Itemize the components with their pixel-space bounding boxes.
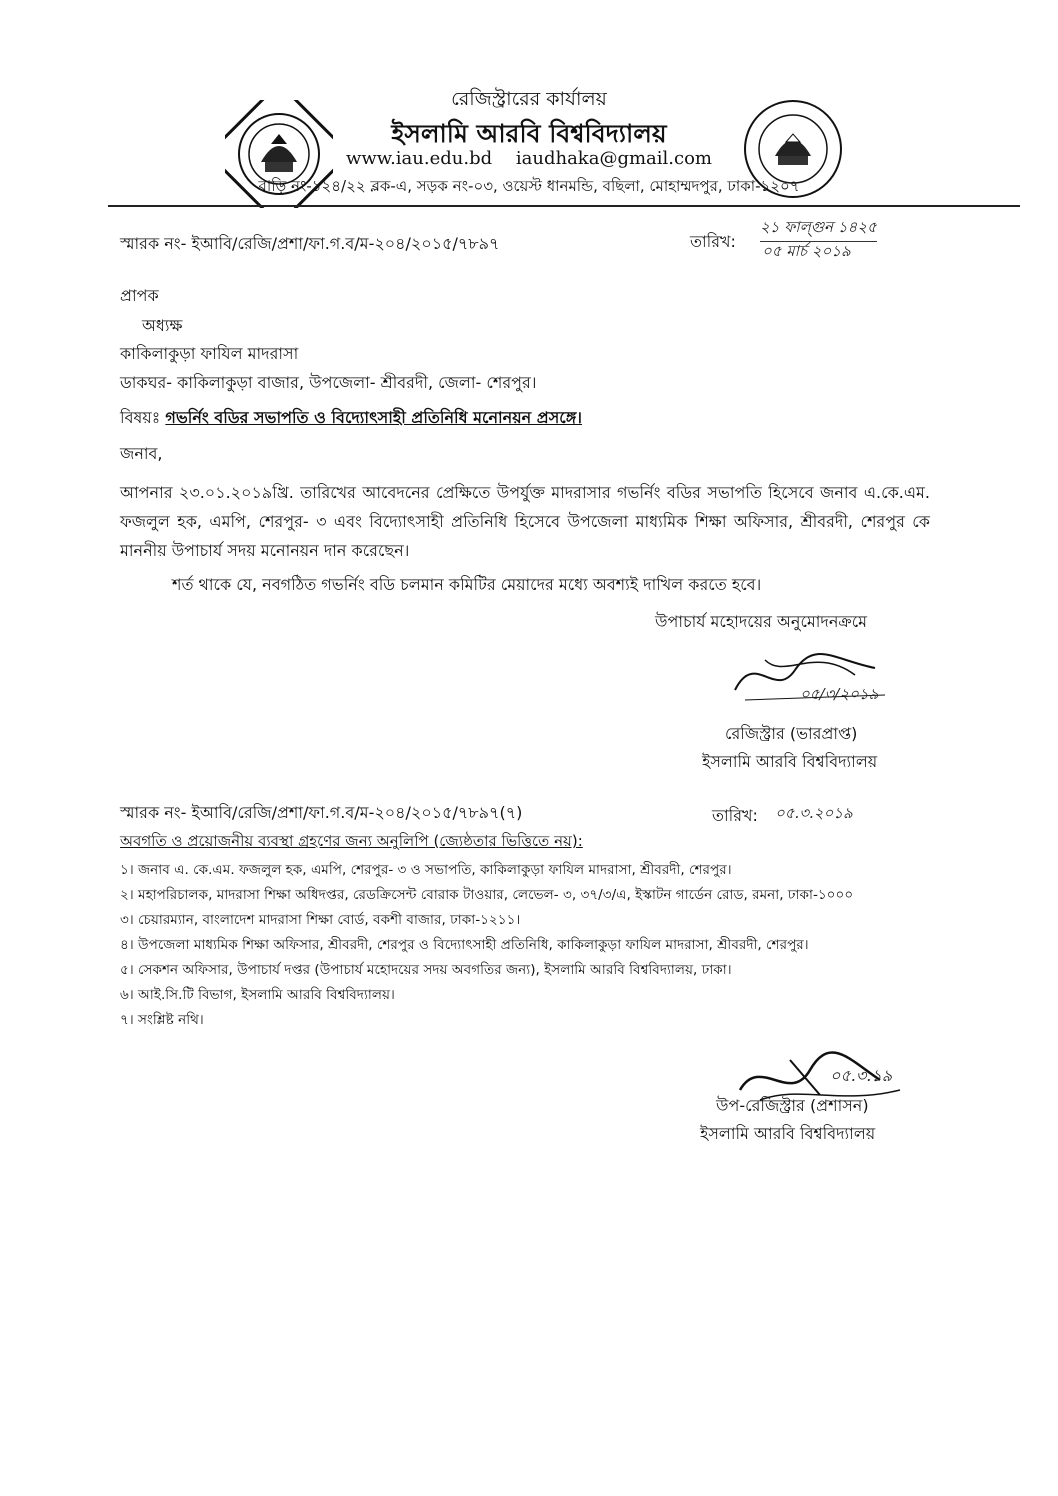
deputy-registrar-signature-date: ০৫.৩.১৯	[830, 1066, 893, 1085]
condition-text: শর্ত থাকে যে, নবগঠিত গভর্নিং বডি চলমান কমিটির মেয়াদের মধ্যে অবশ্যই দাখিল করতে হবে।	[172, 575, 762, 594]
list-item: ৬। আই.সি.টি বিভাগ, ইসলামি আরবি বিশ্ববিদ্যালয়।	[120, 987, 395, 1003]
recipient-title: অধ্যক্ষ	[142, 316, 183, 335]
memo-date-bangla: ২১ ফাল্গুন ১৪২৫	[760, 216, 877, 242]
memo-date-label: তারিখ:	[690, 232, 736, 251]
copy-reference: স্মারক নং- ইআবি/রেজি/প্রশা/ফা.গ.ব/ম-২০৪/২০১৫/৭৮৯৭(৭)	[120, 803, 523, 822]
memo-reference: স্মারক নং- ইআবি/রেজি/প্রশা/ফা.গ.ব/ম-২০৪/২০১৫/৭৮৯৭	[120, 234, 500, 253]
recipient-address: ডাকঘর- কাকিলাকুড়া বাজার, উপজেলা- শ্রীবরদী, জেলা- শেরপুর।	[120, 373, 537, 392]
registrar-designation: রেজিস্ট্রার (ভারপ্রাপ্ত)	[725, 724, 858, 743]
recipient-label: প্রাপক	[120, 286, 159, 305]
copy-list	[120, 858, 853, 1033]
header-divider	[108, 205, 1020, 207]
list-item: ৫। সেকশন অফিসার, উপাচার্য দপ্তর (উপাচার্য মহোদয়ের সদয় অবগতির জন্য), ইসলামি আরবি বিশ্ববিদ্যালয়, ঢাকা।	[120, 962, 732, 978]
copy-title: অবগতি ও প্রয়োজনীয় ব্যবস্থা গ্রহণের জন্য অনুলিপি (জ্যেষ্ঠতার ভিত্তিতে নয়):	[120, 832, 583, 850]
subject-label: বিষয়ঃ	[120, 408, 161, 427]
deputy-registrar-designation: উপ-রেজিস্ট্রার (প্রশাসন)	[716, 1096, 869, 1115]
list-item: ১। জনাব এ. কে.এম. ফজলুল হক, এমপি, শেরপুর- ৩ ও সভাপতি, কাকিলাকুড়া ফাযিল মাদরাসা, শ্রীবরদী, শেরপুর।	[120, 862, 732, 878]
copy-date: ০৫.৩.২০১৯	[775, 804, 853, 822]
deputy-registrar-institution: ইসলামি আরবি বিশ্ববিদ্যালয়	[700, 1124, 876, 1143]
copy-date-label: তারিখ:	[712, 806, 758, 825]
approval-note: উপাচার্য মহোদয়ের অনুমোদনক্রমে	[655, 612, 868, 631]
university-address: বাড়ি নং-১২৪/২২ ব্লক-এ, সড়ক নং-০৩, ওয়েস্ট ধানমন্ডি, বছিলা, মোহাম্মদপুর, ঢাকা-১২০৭	[258, 177, 800, 195]
salutation: জনাব,	[120, 444, 163, 463]
letter-body: আপনার ২৩.০১.২০১৯খ্রি. তারিখের আবেদনের প্রেক্ষিতে উপর্যুক্ত মাদরাসার গভর্নিং বডির সভাপতি হিসেবে জনাব এ.কে.এম. ফজলুল হক, এমপি, শেরপুর- ৩ এবং বিদ্যোৎসাহী প্রতিনিধি হিসেবে উপজেলা মাধ্যমিক শিক্ষা অফিসার, শ্রীবরদী, শেরপুর কে মাননীয় উপাচার্য সদয় মনোনয়ন দান করেছেন।	[120, 483, 930, 560]
subject-text: গভর্নিং বডির সভাপতি ও বিদ্যোৎসাহী প্রতিনিধি মনোনয়ন প্রসঙ্গে।	[165, 408, 583, 427]
list-item: ২। মহাপরিচালক, মাদরাসা শিক্ষা অধিদপ্তর, রেডক্রিসেন্ট বোরাক টাওয়ার, লেভেল- ৩, ৩৭/৩/এ, ইস্কাটন গার্ডেন রোড, রমনা, ঢাকা-১০০০	[120, 887, 854, 903]
memo-date-english: ০৫ মার্চ ২০১৯	[762, 242, 851, 260]
subject-line	[120, 405, 582, 432]
contact-line	[0, 148, 1058, 169]
list-item: ৭। সংশ্লিষ্ট নথি।	[120, 1012, 204, 1028]
website-link[interactable]: www.iau.edu.bd	[345, 148, 493, 169]
list-item: ৪। উপজেলা মাধ্যমিক শিক্ষা অফিসার, শ্রীবরদী, শেরপুর ও বিদ্যোৎসাহী প্রতিনিধি, কাকিলাকুড়া ফাযিল মাদরাসা, শ্রীবরদী, শেরপুর।	[120, 937, 809, 953]
email-link[interactable]: iaudhaka@gmail.com	[515, 148, 712, 169]
office-name: রেজিস্ট্রারের কার্যালয়	[451, 88, 607, 110]
registrar-institution: ইসলামি আরবি বিশ্ববিদ্যালয়	[702, 752, 878, 771]
recipient-institution: কাকিলাকুড়া ফাযিল মাদরাসা	[120, 344, 299, 363]
list-item: ৩। চেয়ারম্যান, বাংলাদেশ মাদরাসা শিক্ষা বোর্ড, বকশী বাজার, ঢাকা-১২১১।	[120, 912, 521, 928]
university-name: ইসলামি আরবি বিশ্ববিদ্যালয়	[391, 119, 667, 148]
registrar-signature-date: ০৫/৩/২০১৯	[800, 685, 879, 703]
